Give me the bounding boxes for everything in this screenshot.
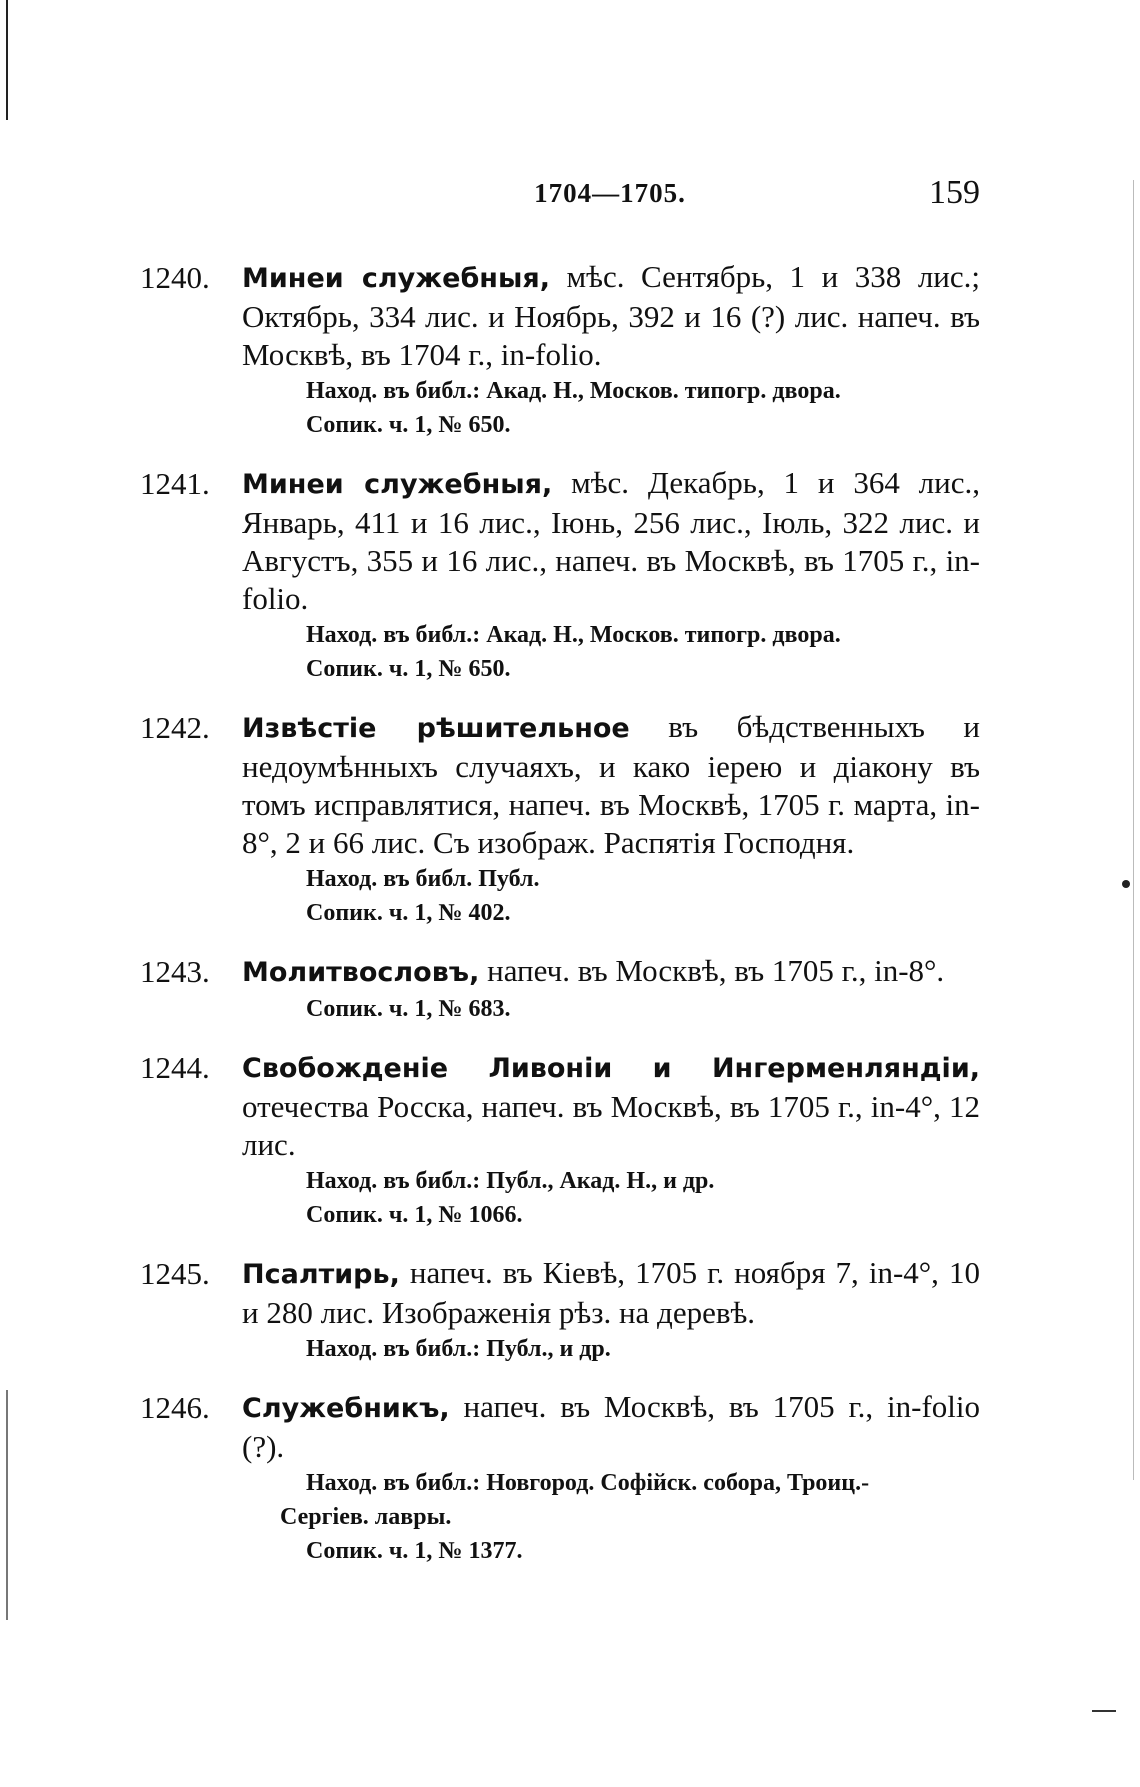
entry-text: въ бѣдственныхъ и недоумѣнныхъ случаяхъ, и како іерею и діакону въ томъ исправлятися, напеч. въ Москвѣ, 1705 г. марта, in-8°, 2 и 66 лис. Съ изображ. Распятія Господня. bbox=[242, 709, 980, 860]
running-header bbox=[240, 174, 980, 218]
entry bbox=[140, 464, 980, 686]
entry-body bbox=[242, 1254, 980, 1332]
entry-title: Служебникъ, bbox=[242, 1393, 450, 1424]
scan-dot bbox=[1122, 880, 1130, 888]
entry-location: Наход. въ библ. Публ. bbox=[306, 866, 540, 892]
entry-location-continued: Сергіев. лавры. bbox=[280, 1504, 452, 1530]
entry-reference: Сопик. ч. 1, № 650. bbox=[306, 656, 511, 682]
bibliography-entries bbox=[140, 258, 980, 1590]
entry-text: мѣс. Декабрь, 1 и 364 лис., Январь, 411 и 16 лис., Іюнь, 256 лис., Іюль, 322 лис. и Августъ, 355 и 16 лис., напеч. въ Москвѣ, въ 1705 г., in-folio. bbox=[242, 465, 980, 616]
entry-reference: Сопик. ч. 1, № 1377. bbox=[306, 1538, 523, 1564]
entry-reference: Сопик. ч. 1, № 402. bbox=[306, 900, 511, 926]
entry-text: отечества Росска, напеч. въ Москвѣ, въ 1705 г., in-4°, 12 лис. bbox=[242, 1089, 980, 1162]
entry-number: 1246. bbox=[140, 1390, 210, 1425]
scan-dash bbox=[1092, 1710, 1116, 1712]
scan-edge-mark bbox=[1133, 180, 1134, 1480]
entry-title: Молитвословъ, bbox=[242, 957, 480, 988]
entry-title: Минеи служебныя, bbox=[242, 469, 553, 500]
entry bbox=[140, 708, 980, 930]
scan-edge-mark bbox=[6, 0, 8, 120]
entry-body bbox=[242, 952, 980, 992]
entry-text: напеч. въ Кіевѣ, 1705 г. ноября 7, in-4°, 10 и 280 лис. Изображенія рѣз. на деревѣ. bbox=[242, 1255, 980, 1330]
entry-body bbox=[242, 1048, 980, 1164]
entry-reference: Сопик. ч. 1, № 683. bbox=[306, 996, 511, 1022]
entry bbox=[140, 1254, 980, 1366]
entry-number: 1240. bbox=[140, 260, 210, 295]
entry-number: 1241. bbox=[140, 466, 210, 501]
entry-location: Наход. въ библ.: Публ., Акад. Н., и др. bbox=[306, 1168, 715, 1194]
entry-number: 1243. bbox=[140, 954, 210, 989]
entry-body bbox=[242, 258, 980, 374]
entry-location: Наход. въ библ.: Новгород. Софійск. собора, Троиц.- bbox=[306, 1470, 870, 1496]
entry-number: 1245. bbox=[140, 1256, 210, 1291]
entry-location: Наход. въ библ.: Акад. Н., Москов. типогр. двора. bbox=[306, 622, 841, 648]
entry bbox=[140, 1048, 980, 1232]
entry bbox=[140, 258, 980, 442]
entry-location: Наход. въ библ.: Публ., и др. bbox=[306, 1336, 611, 1362]
entry-reference: Сопик. ч. 1, № 650. bbox=[306, 412, 511, 438]
entry-text: мѣс. Сентябрь, 1 и 338 лис.; Октябрь, 334 лис. и Ноябрь, 392 и 16 (?) лис. напеч. въ Москвѣ, въ 1704 г., in-folio. bbox=[242, 259, 980, 372]
entry-number: 1244. bbox=[140, 1050, 210, 1085]
entry bbox=[140, 952, 980, 1026]
entry-body bbox=[242, 708, 980, 862]
entry-text: напеч. въ Москвѣ, въ 1705 г., in-8°. bbox=[479, 953, 945, 988]
entry-title: Свобожденіе Ливоніи и Ингерменляндіи, bbox=[242, 1053, 980, 1084]
entry-body bbox=[242, 1388, 980, 1466]
entry bbox=[140, 1388, 980, 1568]
entry-title: Псалтирь, bbox=[242, 1259, 400, 1290]
entry-text: напеч. въ Москвѣ, въ 1705 г., in-folio (?). bbox=[242, 1389, 980, 1464]
entry-location: Наход. въ библ.: Акад. Н., Москов. типогр. двора. bbox=[306, 378, 841, 404]
entry-title: Извѣстіе рѣшительное bbox=[242, 713, 630, 744]
header-years: 1704—1705. bbox=[534, 178, 686, 208]
entry-number: 1242. bbox=[140, 710, 210, 745]
entry-reference: Сопик. ч. 1, № 1066. bbox=[306, 1202, 523, 1228]
entry-title: Минеи служебныя, bbox=[242, 263, 550, 294]
scan-edge-mark bbox=[6, 1390, 8, 1620]
page-number: 159 bbox=[929, 174, 980, 211]
entry-body bbox=[242, 464, 980, 618]
